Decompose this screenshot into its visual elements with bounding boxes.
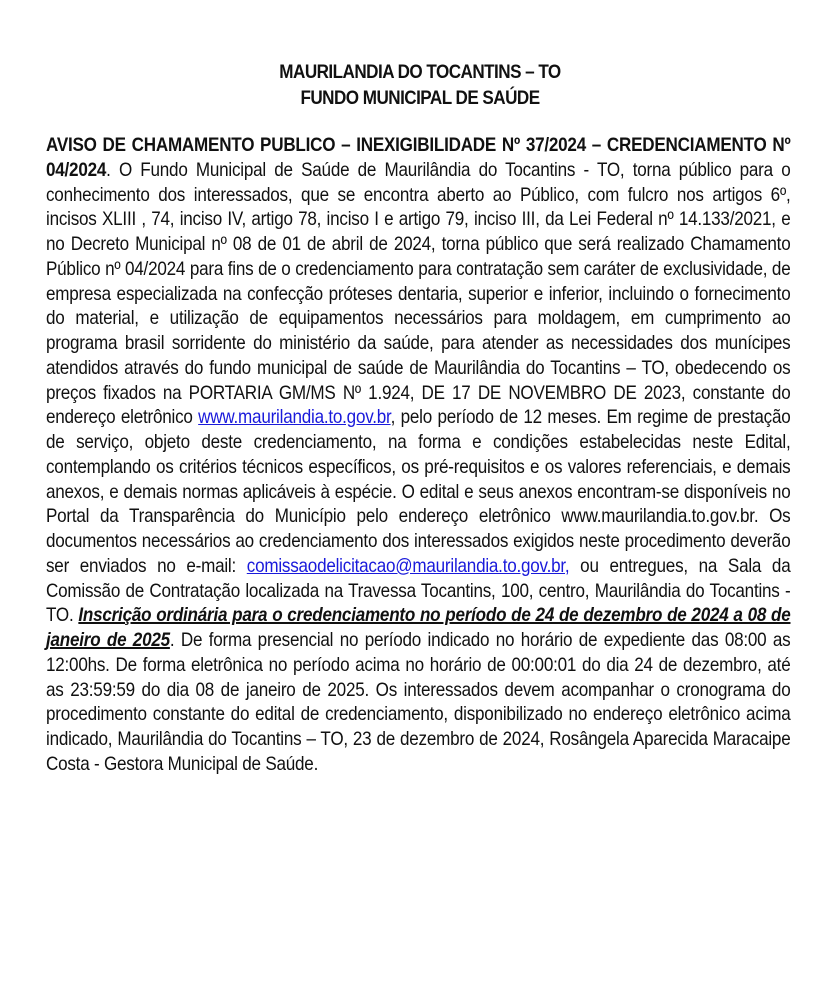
website-link[interactable]: www.maurilandia.to.gov.br: [198, 406, 391, 429]
notice-title: AVISO DE CHAMAMENTO PUBLICO – INEXIGIBILIDADE Nº 37/2024 – CREDENCIAMENTO Nº 04/2024: [46, 134, 791, 181]
municipality-title: MAURILANDIA DO TOCANTINS – TO: [279, 62, 561, 83]
notice-paragraph: [46, 133, 790, 777]
document-header: [42, 60, 798, 112]
notice-text-part1: . O Fundo Municipal de Saúde de Maurilândia do Tocantins - TO, torna público para o conhecimento dos interessados, que se encontra aberto ao Público, com fulcro nos artigos 6º, incisos XLIII , 74, inciso IV, artigo 78, inciso I e artigo 79, inciso III, da Lei Federal nº 14.133/2021, e no Decreto Municipal nº 08 de 01 de abril de 2024, torna público que será realizado Chamamento Público nº 04/2024 para fins de o credenciamento para contratação sem caráter de exclusividade, de empresa especializada na confecção próteses dentaria, superior e inferior, incluindo o fornecimento do material, e utilização de equipamentos necessários para moldagem, em cumprimento ao programa brasil sorridente do ministério da saúde, para atender as necessidades dos munícipes atendidos através do fundo municipal de saúde de Maurilândia do Tocantins – TO, obedecendo os preços fixados na PORTARIA GM/MS Nº 1.924, DE 17 DE NOVEMBRO DE 2023, constante do endereço eletrônico: [46, 158, 791, 429]
notice-body: [46, 133, 840, 777]
notice-text-part2: , pelo período de 12 meses. Em regime de prestação de serviço, objeto deste credenciamento, na forma e condições estabelecidas neste Edital, contemplando os critérios técnicos específicos, os pré-requisitos e os valores referenciais, e demais anexos, e demais normas aplicáveis à espécie. O edital e seus anexos encontram-se disponíveis no Portal da Transparência do Município pelo endereço eletrônico www.maurilandia.to.gov.br. Os documentos necessários ao credenciamento dos interessados exigidos neste procedimento deverão ser enviados no e-mail:: [46, 406, 791, 577]
notice-text-part4: . De forma presencial no período indicado no horário de expediente das 08:00 as 12:00hs. De forma eletrônica no período acima no horário de 00:00:01 do dia 24 de dezembro, até as 23:59:59 do dia 08 de janeiro de 2025. Os interessados devem acompanhar o cronograma do procedimento constante do edital de credenciamento, disponibilizado no endereço eletrônico acima indicado, Maurilândia do Tocantins – TO, 23 de dezembro de 2024, Rosângela Aparecida Maracaipe Costa - Gestora Municipal de Saúde.: [46, 629, 791, 775]
notice-text-part3: ou entregues, na Sala da Comissão de Contratação localizada na Travessa Tocantins, 100, centro, Maurilândia do Tocantins - TO.: [46, 554, 791, 627]
email-link[interactable]: comissaodelicitacao@maurilandia.to.gov.br,: [246, 554, 570, 577]
registration-period: Inscrição ordinária para o credenciamento no período de 24 de dezembro de 2024 a 08 de janeiro de 2025: [46, 604, 791, 651]
fund-title: FUNDO MUNICIPAL DE SAÚDE: [300, 88, 540, 109]
